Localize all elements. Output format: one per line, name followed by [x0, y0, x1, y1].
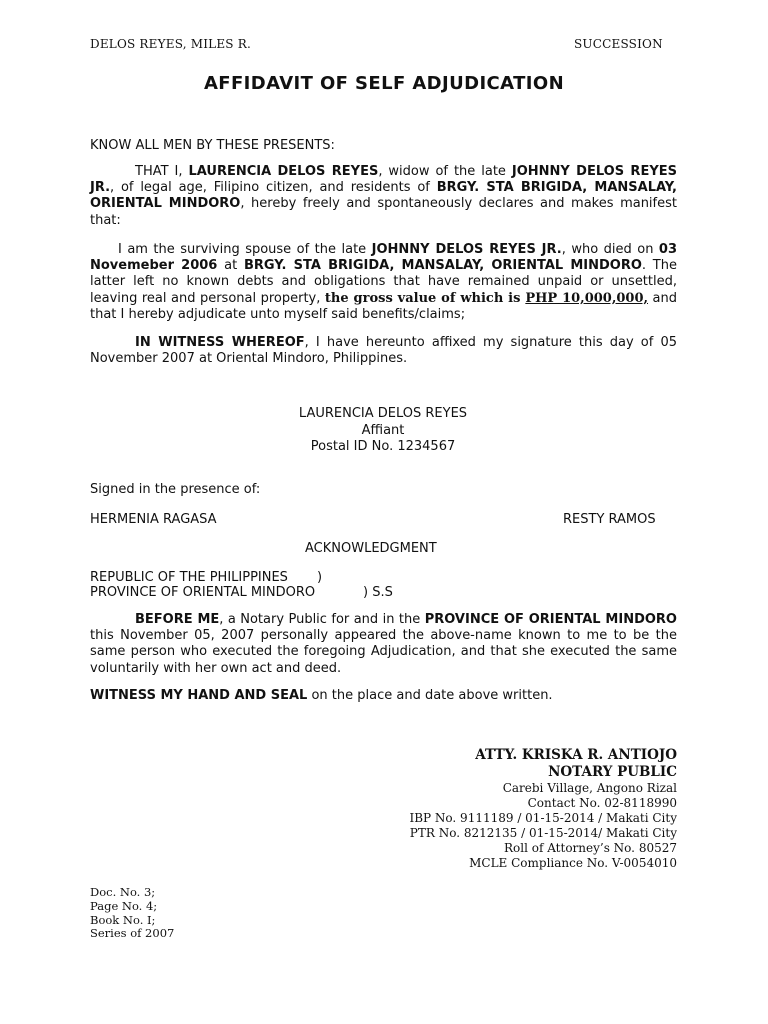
paragraph-hand-and-seal: WITNESS MY HAND AND SEAL on the place and date above written. [90, 688, 553, 703]
notary-mcle: MCLE Compliance No. V-0054010 [469, 856, 677, 870]
venue-country: REPUBLIC OF THE PHILIPPINES [90, 570, 288, 585]
affiant-role: Affiant [361, 422, 405, 438]
paragraph-before-me: BEFORE ME, a Notary Public for and in the PROVINCE OF ORIENTAL MINDORO this November 05, 2007 personally appeared the above-name known to me to be the same person who executed the foregoing Adjudication, and that she executed the same voluntarily with her own act and deed. [90, 612, 677, 676]
affiant-name: LAURENCIA DELOS REYES [298, 406, 468, 421]
notary-roll: Roll of Attorney’s No. 80527 [503, 841, 677, 855]
affiant-id: Postal ID No. 1234567 [310, 439, 456, 454]
header-right: SUCCESSION [574, 37, 663, 51]
document-title: AFFIDAVIT OF SELF ADJUDICATION [203, 73, 565, 94]
paragraph-declarant: THAT I, LAURENCIA DELOS REYES, widow of the late JOHNNY DELOS REYES JR., of legal age, Filipino citizen, and residents of BRGY. STA BRIGIDA, MANSALAY, ORIENTAL MINDORO, hereby freely and spontaneously declares and makes manifest that: [90, 164, 677, 228]
notary-ibp: IBP No. 9111189 / 01-15-2014 / Makati City [409, 811, 677, 825]
opening-line: KNOW ALL MEN BY THESE PRESENTS: [90, 138, 335, 153]
venue-block [90, 570, 393, 600]
venue-paren-1: ) [317, 570, 323, 585]
presence-line: Signed in the presence of: [90, 482, 261, 497]
doc-number: Doc. No. 3; [90, 885, 156, 899]
notary-address: Carebi Village, Angono Rizal [502, 781, 677, 795]
notary-name: ATTY. KRISKA R. ANTIOJO [475, 747, 677, 763]
notary-ptr: PTR No. 8212135 / 01-15-2014/ Makati City [409, 826, 677, 840]
venue-province: PROVINCE OF ORIENTAL MINDORO [90, 585, 316, 600]
book-number: Book No. I; [90, 912, 156, 927]
affiant-block [240, 406, 526, 456]
paragraph-witness: IN WITNESS WHEREOF, I have hereunto affixed my signature this day of 05 November 2007 at Oriental Mindoro, Philippines. [90, 335, 678, 367]
notary-title: NOTARY PUBLIC [548, 764, 677, 780]
paragraph-statement: I am the surviving spouse of the late JOHNNY DELOS REYES JR., who died on 03 Novemeber 2006 at BRGY. STA BRIGIDA, MANSALAY, ORIENTAL MINDORO. The latter left no known debts and obligations that have remained unpaid or unsettled, leaving real and personal property, the gross value of which is PHP 10,000,000, and that I hereby adjudicate unto myself said benefits/claims; [90, 242, 678, 322]
notary-block [409, 747, 677, 871]
witness-left: HERMENIA RAGASA [90, 512, 217, 527]
doc-info-block [90, 886, 174, 941]
header-left: DELOS REYES, MILES R. [90, 37, 251, 51]
acknowledgment-title: ACKNOWLEDGMENT [305, 541, 437, 556]
witness-right: RESTY RAMOS [563, 512, 656, 527]
series-year: Series of 2007 [90, 926, 175, 941]
page-number: Page No. 4; [90, 898, 158, 913]
venue-paren-2: ) S.S [363, 585, 393, 600]
notary-contact: Contact No. 02-8118990 [527, 796, 677, 810]
